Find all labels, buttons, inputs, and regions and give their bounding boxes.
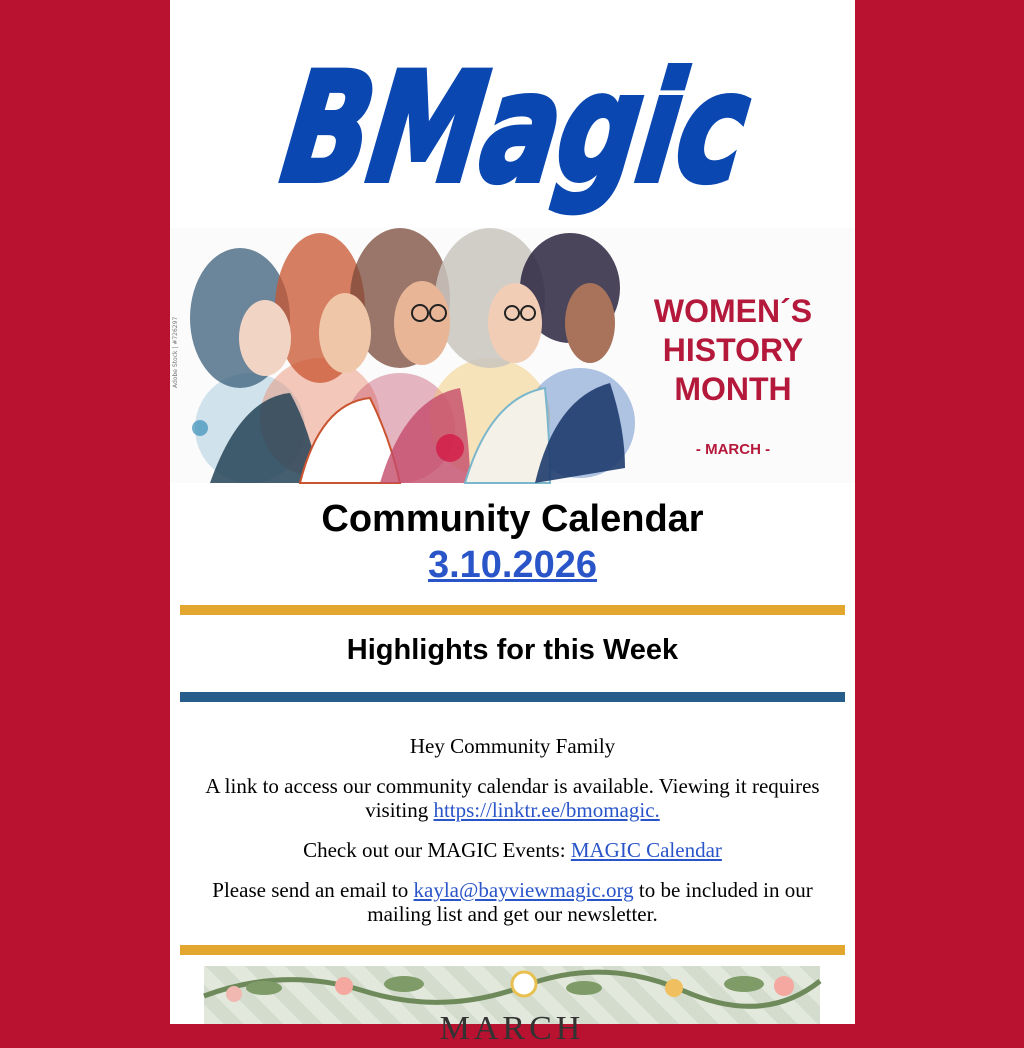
mailing-text-before: Please send an email to [212, 878, 414, 902]
image-credit: Adobe Stock | #726297 [172, 316, 179, 388]
blue-divider [180, 692, 845, 702]
gold-divider [180, 605, 845, 615]
gold-divider-bottom [180, 945, 845, 955]
newsletter-page [170, 0, 911, 1047]
calendar-date-link[interactable]: 3.10.2026 [427, 544, 598, 586]
linktree-link[interactable]: https://linktr.ee/bmomagic. [433, 798, 660, 822]
calendar-date [170, 544, 855, 587]
bmagic-logo [270, 30, 911, 216]
womens-history-banner [170, 228, 855, 483]
march-image-text: MARCH [439, 1010, 585, 1047]
march-floral-image [204, 966, 820, 1047]
logo-text: BMagic [273, 40, 911, 216]
magic-events-text: Check out our MAGIC Events: [303, 838, 571, 862]
magic-calendar-link[interactable]: MAGIC Calendar [570, 838, 722, 862]
email-link[interactable]: kayla@bayviewmagic.org [413, 878, 634, 902]
women-portraits-illustration [170, 228, 640, 483]
banner-title: WOMEN´S HISTORY MONTH [653, 293, 813, 407]
magic-events-paragraph [180, 838, 845, 862]
banner-subtitle: - MARCH - [695, 441, 771, 458]
mailing-text-after: to be included in our mailing list and get our newsletter. [367, 878, 813, 926]
greeting-text: Hey Community Family [409, 734, 616, 758]
community-calendar-title: Community Calendar [321, 498, 704, 540]
highlights-heading: Highlights for this Week [346, 634, 679, 666]
calendar-access-text: A link to access our community calendar is available. Viewing it requires visiting [205, 774, 820, 822]
calendar-access-paragraph [180, 774, 845, 822]
mailing-list-paragraph [180, 878, 845, 926]
